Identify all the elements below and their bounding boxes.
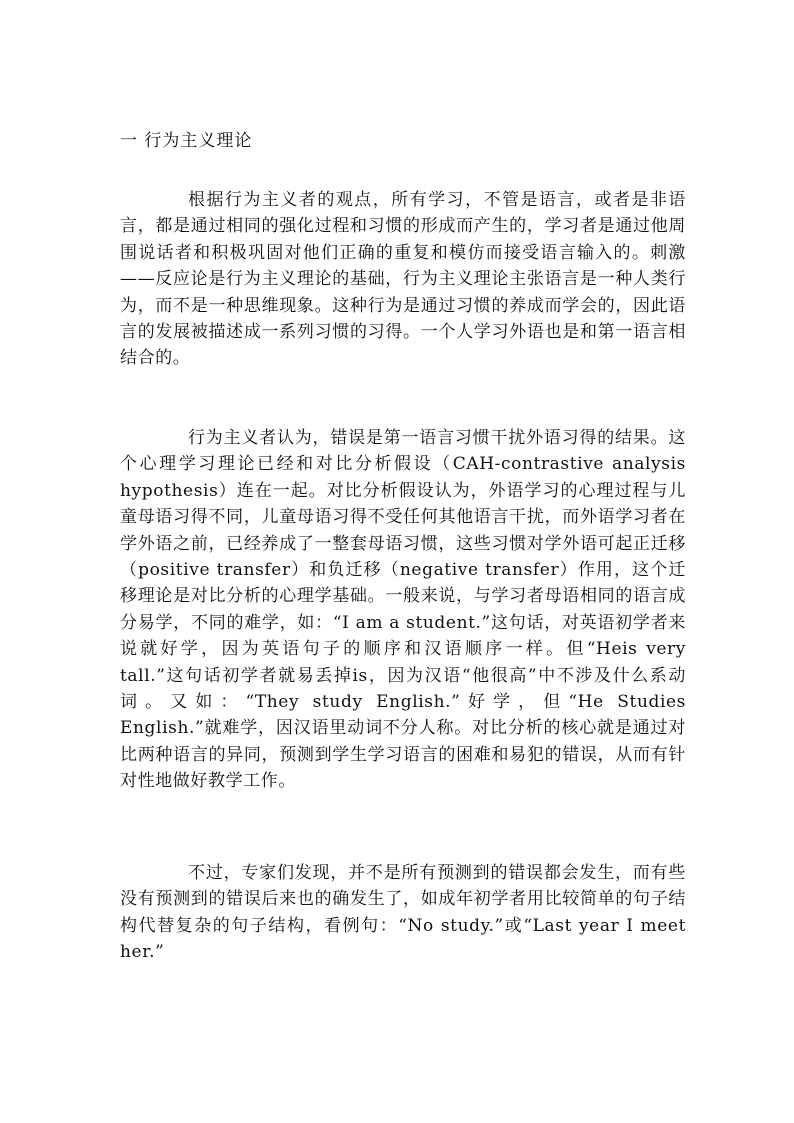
paragraph-behaviorism-view: 根据行为主义者的观点，所有学习，不管是语言，或者是非语言，都是通过相同的强化过程和习惯的形成而产生的，学习者是通过他周围说话者和积极巩固对他们正确的重复和模仿而接受语言输入的。刺激——反应论是行为主义理论的基础，行为主义理论主张语言是一种人类行为，而不是一种思维现象。这种行为是通过习惯的养成而学会的，因此语言的发展被描述成一系列习惯的习得。一个人学习外语也是和第一语言相结合的。 (120, 190, 686, 369)
paragraph-unpredicted-errors: 不过，专家们发现，并不是所有预测到的错误都会发生，而有些没有预测到的错误后来也的确发生了，如成年初学者用比较简单的句子结构代替复杂的句子结构，看例句：“No study.”或“Last year I meet her.” (120, 863, 686, 963)
section-heading: 一 行为主义理论 (120, 131, 253, 151)
paragraph-contrastive-analysis: 行为主义者认为，错误是第一语言习惯干扰外语习得的结果。这个心理学习理论已经和对比分析假设（CAH-contrastive analysis hypothesis）连在一起。对比分析假设认为，外语学习的心理过程与儿童母语习得不同，儿童母语习得不受任何其他语言干扰，而外语学习者在学外语之前，已经养成了一整套母语习惯，这些习惯对学外语可起正迁移（positive transfer）和负迁移（negative transfer）作用，这个迁移理论是对比分析的心理学基础。一般来说，与学习者母语相同的语言成分易学，不同的难学，如：“I am a student.”这句话，对英语初学者来说就好学，因为英语句子的顺序和汉语顺序一样。但“Heis very tall.”这句话初学者就易丢掉is，因为汉语“他很高”中不涉及什么系动词。又如：“They study English.”好学，但“He Studies English.”就难学，因汉语里动词不分人称。对比分析的核心就是通过对比两种语言的异同，预测到学生学习语言的困难和易犯的错误，从而有针对性地做好教学工作。 (120, 428, 686, 792)
